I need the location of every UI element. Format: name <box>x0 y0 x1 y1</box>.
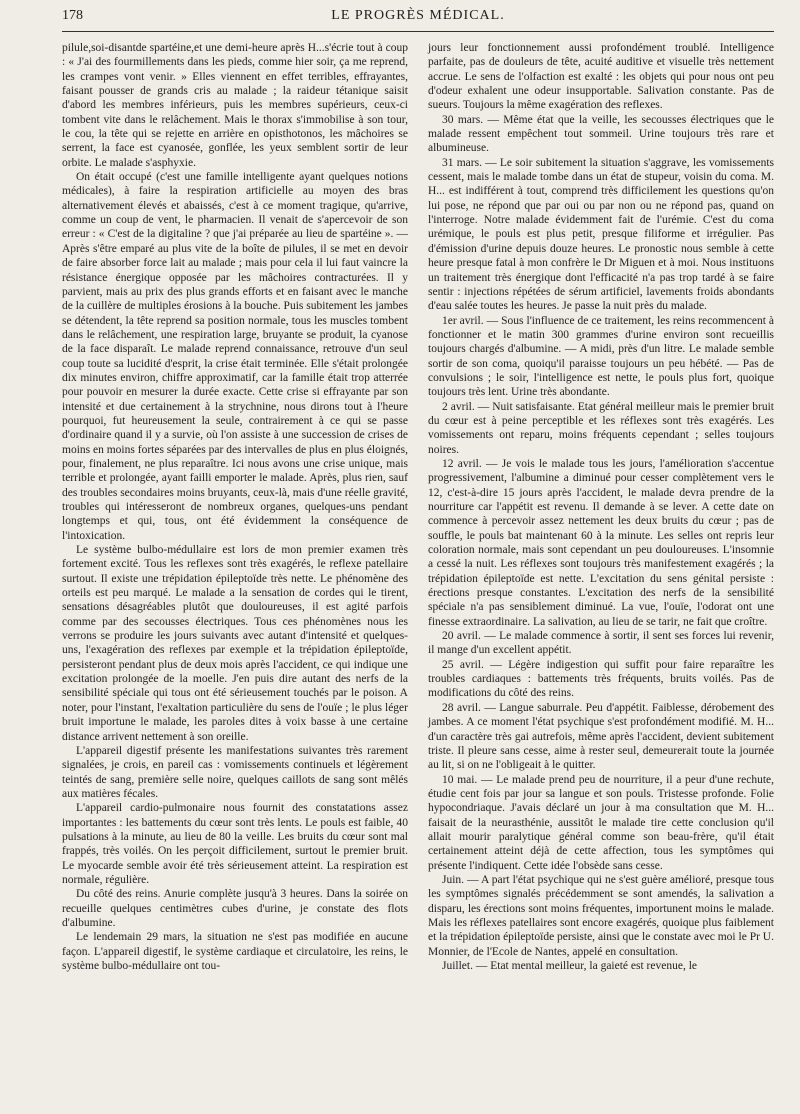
paragraph: 28 avril. — Langue saburrale. Peu d'appétit. Faiblesse, dérobement des jambes. A ce moment l'état psychique s'est profondément modifié. M. H... d'un caractère très gai autrefois, même après l'accident, devient subitement triste. Il pleure sans cesse, aime à rester seul, demeurerait toute la journée au lit, si on ne l'obligeait à le quitter. <box>428 701 774 772</box>
paragraph: 30 mars. — Même état que la veille, les secousses électriques que le malade ressent empêchent tout sommeil. Urine toujours très rare et albumineuse. <box>428 113 774 155</box>
paragraph: 20 avril. — Le malade commence à sortir, il sent ses forces lui revenir, il mange d'un excellent appétit. <box>428 630 774 657</box>
paragraph: pilule,soi-disantde spartéine,et une demi-heure après H...s'écrie tout à coup : « J'ai des fourmillements dans les pieds, comme hier soir, ça me reprend, les crampes vont venir. » Elles viennent en effet terribles, effrayantes, faisant pousser de grands cris au malade ; la raideur tétanique saisit d'abord les membres inférieurs, puis les membres supérieurs, ceux-ci tombent vite dans le relâchement. Mais le thorax s'immobilise à son tour, le cou, la tête qui se rejette en arrière en opisthotonos, les mâchoires se serrent, la face est cyanosée, gonflée, les yeux semblent sortir de leur orbite. Le malade s'asphyxie. <box>62 42 408 169</box>
paragraph: Juillet. — Etat mental meilleur, la gaieté est revenue, le <box>442 960 697 972</box>
paragraph: 1er avril. — Sous l'influence de ce traitement, les reins recommencent à fonctionner et le matin 300 grammes d'urine environ sont recueillis toujours chargés d'albumine. — A midi, près d'un litre. Le malade semble sortir de son coma, quoiqu'il paraisse toujours un peu hébété. — Pas de convulsions ; le soir, l'intelligence est nette, le pouls plus fort, quoique toujours très lent. Urine très abondante. <box>428 314 774 399</box>
header-rule <box>62 31 774 32</box>
paragraph: L'appareil digestif présente les manifestations suivantes très rarement signalées, je crois, en pareil cas : vomissements continuels et légèrement teintés de sang, première selle noire, quelques caillots de sang sont mêlés aux matières fécales. <box>62 744 408 800</box>
journal-title: LE PROGRÈS MÉDICAL. <box>331 8 505 23</box>
paragraph: 31 mars. — Le soir subitement la situation s'aggrave, les vomissements cessent, mais le malade tombe dans un état de stupeur, voisin du coma. M. H... est indifférent à tout, comprend très difficilement les questions qu'on lui pose, ne répond que par oui ou par non ou ne répond pas, quand on l'interroge. Notre malade évidemment fait de l'urémie. C'est du coma urémique, le pouls est plus petit, presque filiforme et irrégulier. Pas d'émission d'urine depuis douze heures. Le pronostic nous semble à cette heure presque fatal à mon confrère le Dr Miguen et à moi. Nous instituons un traitement très énergique dont l'efficacité n'a pas trop tardé à se faire sentir : injections répétées de sérum artificiel, lavements froids abondants d'eau salée toutes les heures. Je passe la nuit près du malade. <box>428 156 774 313</box>
paragraph: On était occupé (c'est une famille intelligente ayant quelques notions médicales), à faire la respiration artificielle au moyen des bras alternativement élevés et abaissés, c'est à ce moment tragique, qu'arrive, comme un coup de vent, le pharmacien. Il venait de s'apercevoir de son erreur : « C'est de la digitaline ? que j'ai préparée au lieu de spartéine ». — Après s'être emparé au plus vite de la boîte de pilules, il se met en devoir de faire absorber force lait au malade ; mais pour cela il lui faut vaincre la résistance énergique opposée par les mâchoires contracturées. Il y parvient, mais au prix des plus grands efforts et en faisant avec le manche de la cuillère de multiples érosions à la bouche. Puis subitement les jambes se détendent, la tête reprend sa position normale, tous les muscles tombent dans le relâchement, une respiration large, bruyante se produit, la cyanose de la face disparaît. Le malade reprend connaissance, retrouve d'un seul coup toute sa lucidité d'esprit, la crise était terminée. Elle s'était prolongée dix minutes environ, chiffre approximatif, car la famille était trop atterrée pour pouvoir en mesurer la durée exacte. Cette crise si effrayante par son intensité et due certainement à la strychnine, nous dirons tout à l'heure pourquoi, fut heureusement la seule, contrairement à ce qui se passe d'ordinaire quand il y a survie, où l'on assiste à une succession de crises de moins en moins fortes séparées par des intervalles de plus en plus éloignés, pour, finalement, ne plus reparaître. Ici nous avons une crise unique, mais terrible et prolongée, ayant failli emporter le malade. Après, plus rien, sauf des troubles secondaires moins bruyants, ceux-là, mais d'une réelle gravité, troubles qui intéresseront de nombreux organes, quelques-uns pendant longtemps et qui, tous, ont été évidemment la conséquence de l'intoxication. <box>62 171 408 542</box>
page-number: 178 <box>62 8 83 23</box>
right-column <box>428 41 774 973</box>
paragraph: Du côté des reins. Anurie complète jusqu'à 3 heures. Dans la soirée on recueille quelques centimètres cubes d'urine, je constate des flots d'albumine. <box>62 888 408 929</box>
paragraph: 25 avril. — Légère indigestion qui suffit pour faire reparaître les troubles cardiaques : battements très fréquents, bruits voilés. Pas de modifications du côté des reins. <box>428 658 774 700</box>
paragraph: 12 avril. — Je vois le malade tous les jours, l'amélioration s'accentue progressivement, l'albumine a diminué pour cesser complètement vers le 12, c'est-à-dire 15 jours après l'accident, le malade devra prendre de la nourriture car l'appétit est revenu. Il demande à se lever. A cette date on commence à percevoir assez nettement les deux bruits du cœur ; pas de souffle, le pouls bat maintenant 60 à la minute. Les selles ont repris leur coloration normale, mais sont cependant un peu douloureuses. L'insomnie a cessé la nuit. Les réflexes sont toujours très manifestement exagérés ; la trépidation épileptoïde est nette. L'excitation du sens génital persiste : érections presque constantes. L'excitation des nerfs de la sensibilité spéciale n'a pas sensiblement diminué. La vue, l'ouïe, l'odorat ont une finesse extraordinaire. La salivation, au lieu de se tarir, ne fait que croître. <box>428 457 774 628</box>
paragraph: jours leur fonctionnement aussi profondément troublé. Intelligence parfaite, pas de douleurs de tête, acuité auditive et visuelle très nettement accrue. Le sens de l'olfaction est exalté : les objets qui pour nous ont peu d'odeur exhalent une odeur insupportable. Salivation constante. Pas de sueurs. Toujours la même exagération des reflexes. <box>428 42 774 112</box>
paragraph: 10 mai. — Le malade prend peu de nourriture, il a peur d'une rechute, étudie cent fois par jour sa langue et son pouls. Tristesse profonde. Folie hypocondriaque. J'avais déclaré un jour à ma consultation que M. H... faisait de la neurasthénie, aussitôt le malade tire cette conclusion qu'il allait mourir paralytique général comme son beau-frère, qu'il était certainement atteint déjà de cette affection, tous les symptômes qui présente l'indiquent. Cette idée l'obsède sans cesse. <box>428 773 774 872</box>
paragraph: Juin. — A part l'état psychique qui ne s'est guère amélioré, presque tous les symptômes signalés précédemment se sont amendés, la salivation a disparu, les érections sont moins fréquentes, importunent moins le malade. Mais les réflexes patellaires sont encore exagérés, quoique plus faiblement et la trépidation épileptoïde persiste, ainsi que le constate avec moi le Pr U. Monnier, de l'Ecole de Nantes, appelé en consultation. <box>428 873 774 958</box>
paragraph: Le lendemain 29 mars, la situation ne s'est pas modifiée en aucune façon. L'appareil digestif, le système cardiaque et circulatoire, les reins, le système bulbo-médullaire ont tou- <box>62 931 408 972</box>
paragraph: L'appareil cardio-pulmonaire nous fournit des constatations assez importantes : les battements du cœur sont très lents. Le pouls est faible, 40 pulsations à la minute, au lieu de 80 la veille. Les bruits du cœur sont mal frappés, très voilés. On les perçoit difficilement, surtout le premier bruit. Le myocarde semble avoir été très sérieusement atteint. La respiration est normale, régulière. <box>62 802 408 886</box>
left-column <box>62 41 408 973</box>
paragraph: 2 avril. — Nuit satisfaisante. Etat général meilleur mais le premier bruit du cœur est à peine perceptible et les réflexes sont très exagérés. Les vomissements ont reparu, moins fréquents cependant ; selles toujours noires. <box>428 400 774 456</box>
page-header <box>62 8 774 30</box>
paragraph: Le système bulbo-médullaire est lors de mon premier examen très fortement excité. Tous les reflexes sont très exagérés, le reflexe patellaire surtout. Il existe une trépidation épileptoïde très nette. Le phénomène des orteils est peu marqué. Le malade a la sensation de cordes qui le tirent, sensations désagréables plutôt que douloureuses, il est agité parfois comme par des secousses électriques. Tous ces phénomènes nous les verrons se produire les jours suivants avec autant d'intensité et quelques-uns, l'exagération des reflexes par exemple et la trépidation épileptoïde, persisteront pendant plus de deux mois après l'accident, ce qui indique une excitation prolongée de la moelle. J'en puis dire autant des nerfs de la sensibilité spéciale qui tous ont été sérieusement touchés par le poison. A noter, pour l'instant, l'exaltation particulière du sens de l'ouïe ; le plus léger bruit importune le malade, les paroles dites à voix basse à une certaine distance arrivent nettement à son oreille. <box>62 544 408 743</box>
